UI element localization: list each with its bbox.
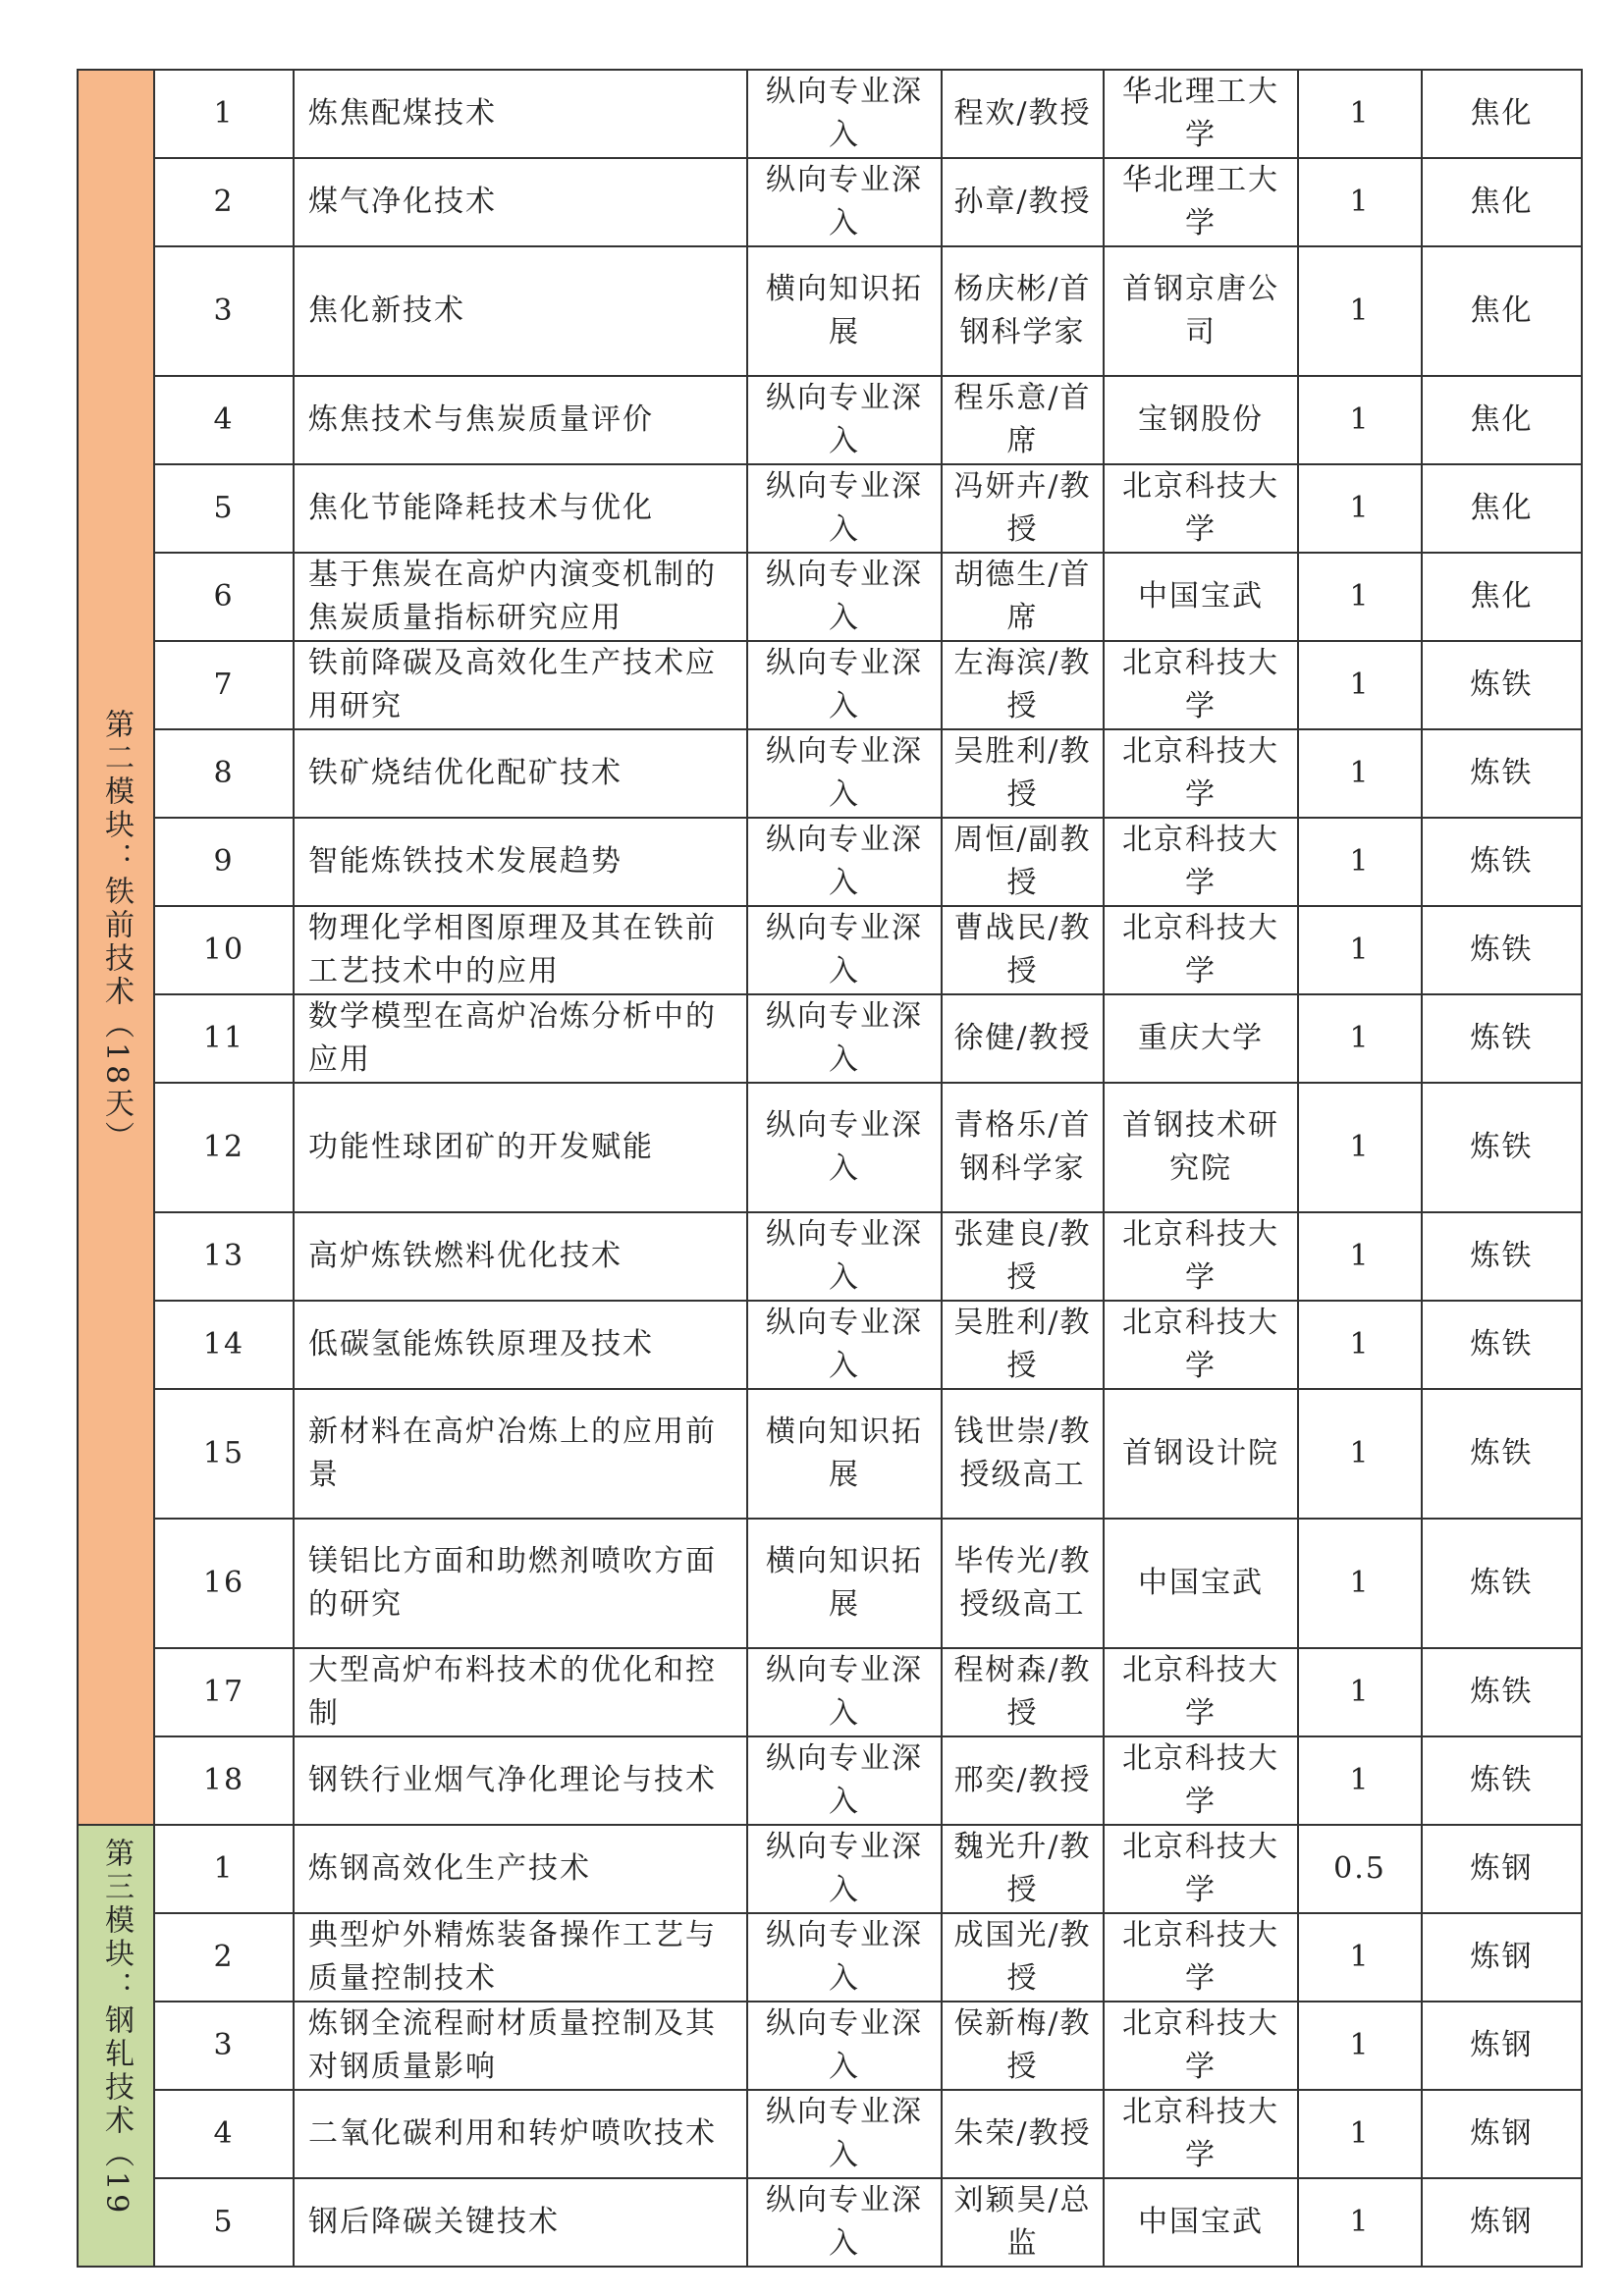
course-type: 纵向专业深入 <box>747 1736 942 1825</box>
lecturer: 成国光/教授 <box>942 1913 1104 2002</box>
lecturer-unit: 北京科技大学 <box>1104 641 1298 729</box>
row-number: 3 <box>154 2002 294 2090</box>
table-row <box>78 1301 1582 1389</box>
course-days: 1 <box>1298 70 1422 158</box>
lecturer-unit: 北京科技大学 <box>1104 1648 1298 1736</box>
course-topic: 大型高炉布料技术的优化和控制 <box>294 1648 747 1736</box>
course-field: 炼铁 <box>1422 1519 1582 1648</box>
table-row <box>78 729 1582 818</box>
lecturer-unit: 北京科技大学 <box>1104 1736 1298 1825</box>
course-days: 1 <box>1298 1083 1422 1212</box>
course-days: 1 <box>1298 376 1422 464</box>
course-topic: 钢后降碳关键技术 <box>294 2178 747 2267</box>
lecturer-unit: 北京科技大学 <box>1104 906 1298 994</box>
course-days: 1 <box>1298 553 1422 641</box>
table-row <box>78 1736 1582 1825</box>
course-field: 焦化 <box>1422 553 1582 641</box>
lecturer-unit: 华北理工大学 <box>1104 158 1298 246</box>
lecturer-unit: 华北理工大学 <box>1104 70 1298 158</box>
table-row <box>78 818 1582 906</box>
course-field: 炼铁 <box>1422 641 1582 729</box>
lecturer-unit: 北京科技大学 <box>1104 2090 1298 2178</box>
course-days: 1 <box>1298 729 1422 818</box>
course-days: 1 <box>1298 158 1422 246</box>
row-number: 4 <box>154 2090 294 2178</box>
row-number: 11 <box>154 994 294 1083</box>
table-row <box>78 2090 1582 2178</box>
course-type: 纵向专业深入 <box>747 2178 942 2267</box>
course-type: 纵向专业深入 <box>747 1825 942 1913</box>
course-type: 纵向专业深入 <box>747 2002 942 2090</box>
row-number: 14 <box>154 1301 294 1389</box>
course-field: 炼铁 <box>1422 1648 1582 1736</box>
course-type: 纵向专业深入 <box>747 464 942 553</box>
lecturer-unit: 北京科技大学 <box>1104 1913 1298 2002</box>
course-type: 纵向专业深入 <box>747 2090 942 2178</box>
lecturer: 曹战民/教授 <box>942 906 1104 994</box>
lecturer: 冯妍卉/教授 <box>942 464 1104 553</box>
course-topic: 炼焦配煤技术 <box>294 70 747 158</box>
course-type: 纵向专业深入 <box>747 1083 942 1212</box>
course-topic: 炼钢全流程耐材质量控制及其对钢质量影响 <box>294 2002 747 2090</box>
lecturer: 张建良/教授 <box>942 1212 1104 1301</box>
course-topic: 典型炉外精炼装备操作工艺与质量控制技术 <box>294 1913 747 2002</box>
course-topic: 铁矿烧结优化配矿技术 <box>294 729 747 818</box>
lecturer-unit: 首钢技术研究院 <box>1104 1083 1298 1212</box>
course-field: 炼钢 <box>1422 1913 1582 2002</box>
table-row <box>78 158 1582 246</box>
row-number: 9 <box>154 818 294 906</box>
course-type: 纵向专业深入 <box>747 1648 942 1736</box>
row-number: 2 <box>154 1913 294 2002</box>
course-field: 炼钢 <box>1422 2178 1582 2267</box>
course-field: 焦化 <box>1422 246 1582 376</box>
course-field: 焦化 <box>1422 464 1582 553</box>
row-number: 4 <box>154 376 294 464</box>
lecturer-unit: 北京科技大学 <box>1104 1212 1298 1301</box>
course-type: 纵向专业深入 <box>747 1212 942 1301</box>
table-row <box>78 2178 1582 2267</box>
table-row <box>78 2002 1582 2090</box>
module3-header-cell <box>78 1825 154 2267</box>
course-field: 焦化 <box>1422 376 1582 464</box>
module2-header-cell <box>78 70 154 1825</box>
row-number: 15 <box>154 1389 294 1519</box>
lecturer: 侯新梅/教授 <box>942 2002 1104 2090</box>
course-topic: 智能炼铁技术发展趋势 <box>294 818 747 906</box>
course-field: 炼铁 <box>1422 729 1582 818</box>
course-field: 炼铁 <box>1422 1083 1582 1212</box>
lecturer: 吴胜利/教授 <box>942 729 1104 818</box>
lecturer: 徐健/教授 <box>942 994 1104 1083</box>
course-topic: 基于焦炭在高炉内演变机制的焦炭质量指标研究应用 <box>294 553 747 641</box>
course-type: 纵向专业深入 <box>747 376 942 464</box>
table-row <box>78 1825 1582 1913</box>
course-field: 炼铁 <box>1422 1301 1582 1389</box>
row-number: 17 <box>154 1648 294 1736</box>
course-days: 1 <box>1298 2090 1422 2178</box>
row-number: 5 <box>154 2178 294 2267</box>
table-row <box>78 246 1582 376</box>
lecturer-unit: 中国宝武 <box>1104 553 1298 641</box>
row-number: 1 <box>154 70 294 158</box>
row-number: 7 <box>154 641 294 729</box>
lecturer-unit: 北京科技大学 <box>1104 2002 1298 2090</box>
course-topic: 二氧化碳利用和转炉喷吹技术 <box>294 2090 747 2178</box>
row-number: 13 <box>154 1212 294 1301</box>
lecturer: 程欢/教授 <box>942 70 1104 158</box>
course-field: 焦化 <box>1422 158 1582 246</box>
course-topic: 功能性球团矿的开发赋能 <box>294 1083 747 1212</box>
table-row <box>78 1389 1582 1519</box>
course-field: 炼铁 <box>1422 1736 1582 1825</box>
lecturer-unit: 首钢京唐公司 <box>1104 246 1298 376</box>
course-days: 1 <box>1298 246 1422 376</box>
lecturer-unit: 宝钢股份 <box>1104 376 1298 464</box>
course-field: 炼铁 <box>1422 818 1582 906</box>
row-number: 16 <box>154 1519 294 1648</box>
course-field: 炼铁 <box>1422 906 1582 994</box>
course-days: 1 <box>1298 1301 1422 1389</box>
lecturer: 钱世崇/教授级高工 <box>942 1389 1104 1519</box>
row-number: 2 <box>154 158 294 246</box>
course-topic: 炼焦技术与焦炭质量评价 <box>294 376 747 464</box>
course-field: 炼铁 <box>1422 1389 1582 1519</box>
course-days: 1 <box>1298 994 1422 1083</box>
lecturer: 吴胜利/教授 <box>942 1301 1104 1389</box>
course-days: 1 <box>1298 1913 1422 2002</box>
lecturer-unit: 北京科技大学 <box>1104 464 1298 553</box>
row-number: 3 <box>154 246 294 376</box>
course-type: 纵向专业深入 <box>747 994 942 1083</box>
course-table <box>77 69 1583 2268</box>
course-topic: 高炉炼铁燃料优化技术 <box>294 1212 747 1301</box>
course-field: 炼铁 <box>1422 1212 1582 1301</box>
lecturer-unit: 北京科技大学 <box>1104 1301 1298 1389</box>
lecturer: 左海滨/教授 <box>942 641 1104 729</box>
course-type: 横向知识拓展 <box>747 1389 942 1519</box>
table-row <box>78 1648 1582 1736</box>
course-topic: 铁前降碳及高效化生产技术应用研究 <box>294 641 747 729</box>
row-number: 10 <box>154 906 294 994</box>
course-topic: 焦化新技术 <box>294 246 747 376</box>
course-field: 炼钢 <box>1422 2002 1582 2090</box>
table-row <box>78 553 1582 641</box>
lecturer-unit: 北京科技大学 <box>1104 729 1298 818</box>
course-days: 1 <box>1298 1519 1422 1648</box>
course-type: 纵向专业深入 <box>747 1913 942 2002</box>
course-type: 横向知识拓展 <box>747 1519 942 1648</box>
lecturer: 邢奕/教授 <box>942 1736 1104 1825</box>
table-row <box>78 994 1582 1083</box>
course-days: 0.5 <box>1298 1825 1422 1913</box>
course-type: 横向知识拓展 <box>747 246 942 376</box>
lecturer-unit: 中国宝武 <box>1104 2178 1298 2267</box>
course-days: 1 <box>1298 641 1422 729</box>
lecturer-unit: 北京科技大学 <box>1104 818 1298 906</box>
lecturer: 孙章/教授 <box>942 158 1104 246</box>
course-type: 纵向专业深入 <box>747 70 942 158</box>
course-days: 1 <box>1298 906 1422 994</box>
course-days: 1 <box>1298 2178 1422 2267</box>
course-days: 1 <box>1298 2002 1422 2090</box>
lecturer: 程乐意/首席 <box>942 376 1104 464</box>
course-field: 炼钢 <box>1422 2090 1582 2178</box>
course-type: 纵向专业深入 <box>747 641 942 729</box>
module2-label: 第二模块：铁前技术（18天） <box>99 709 134 1155</box>
lecturer-unit: 中国宝武 <box>1104 1519 1298 1648</box>
course-topic: 煤气净化技术 <box>294 158 747 246</box>
table-row <box>78 1913 1582 2002</box>
course-days: 1 <box>1298 818 1422 906</box>
course-type: 纵向专业深入 <box>747 818 942 906</box>
row-number: 6 <box>154 553 294 641</box>
course-topic: 焦化节能降耗技术与优化 <box>294 464 747 553</box>
lecturer-unit: 重庆大学 <box>1104 994 1298 1083</box>
table-row <box>78 641 1582 729</box>
lecturer: 程树森/教授 <box>942 1648 1104 1736</box>
course-days: 1 <box>1298 1736 1422 1825</box>
lecturer: 青格乐/首钢科学家 <box>942 1083 1104 1212</box>
table-row <box>78 1519 1582 1648</box>
course-field: 炼钢 <box>1422 1825 1582 1913</box>
table-row <box>78 464 1582 553</box>
course-topic: 镁铝比方面和助燃剂喷吹方面的研究 <box>294 1519 747 1648</box>
course-topic: 数学模型在高炉冶炼分析中的应用 <box>294 994 747 1083</box>
course-topic: 新材料在高炉冶炼上的应用前景 <box>294 1389 747 1519</box>
table-row <box>78 376 1582 464</box>
course-type: 纵向专业深入 <box>747 158 942 246</box>
module3-label: 第三模块：钢轧技术（19 <box>99 1838 134 2217</box>
row-number: 18 <box>154 1736 294 1825</box>
lecturer: 魏光升/教授 <box>942 1825 1104 1913</box>
course-type: 纵向专业深入 <box>747 1301 942 1389</box>
course-type: 纵向专业深入 <box>747 553 942 641</box>
lecturer-unit: 首钢设计院 <box>1104 1389 1298 1519</box>
row-number: 12 <box>154 1083 294 1212</box>
course-topic: 低碳氢能炼铁原理及技术 <box>294 1301 747 1389</box>
lecturer: 胡德生/首席 <box>942 553 1104 641</box>
table-row <box>78 70 1582 158</box>
course-days: 1 <box>1298 1389 1422 1519</box>
table-row <box>78 1212 1582 1301</box>
row-number: 8 <box>154 729 294 818</box>
course-days: 1 <box>1298 1648 1422 1736</box>
course-days: 1 <box>1298 1212 1422 1301</box>
course-days: 1 <box>1298 464 1422 553</box>
course-field: 焦化 <box>1422 70 1582 158</box>
lecturer: 刘颖昊/总监 <box>942 2178 1104 2267</box>
row-number: 1 <box>154 1825 294 1913</box>
lecturer-unit: 北京科技大学 <box>1104 1825 1298 1913</box>
course-type: 纵向专业深入 <box>747 906 942 994</box>
table-row <box>78 906 1582 994</box>
lecturer: 周恒/副教授 <box>942 818 1104 906</box>
lecturer: 毕传光/教授级高工 <box>942 1519 1104 1648</box>
course-table-body <box>78 70 1582 2267</box>
lecturer: 杨庆彬/首钢科学家 <box>942 246 1104 376</box>
course-topic: 物理化学相图原理及其在铁前工艺技术中的应用 <box>294 906 747 994</box>
table-row <box>78 1083 1582 1212</box>
lecturer: 朱荣/教授 <box>942 2090 1104 2178</box>
course-type: 纵向专业深入 <box>747 729 942 818</box>
course-field: 炼铁 <box>1422 994 1582 1083</box>
course-topic: 钢铁行业烟气净化理论与技术 <box>294 1736 747 1825</box>
row-number: 5 <box>154 464 294 553</box>
course-topic: 炼钢高效化生产技术 <box>294 1825 747 1913</box>
